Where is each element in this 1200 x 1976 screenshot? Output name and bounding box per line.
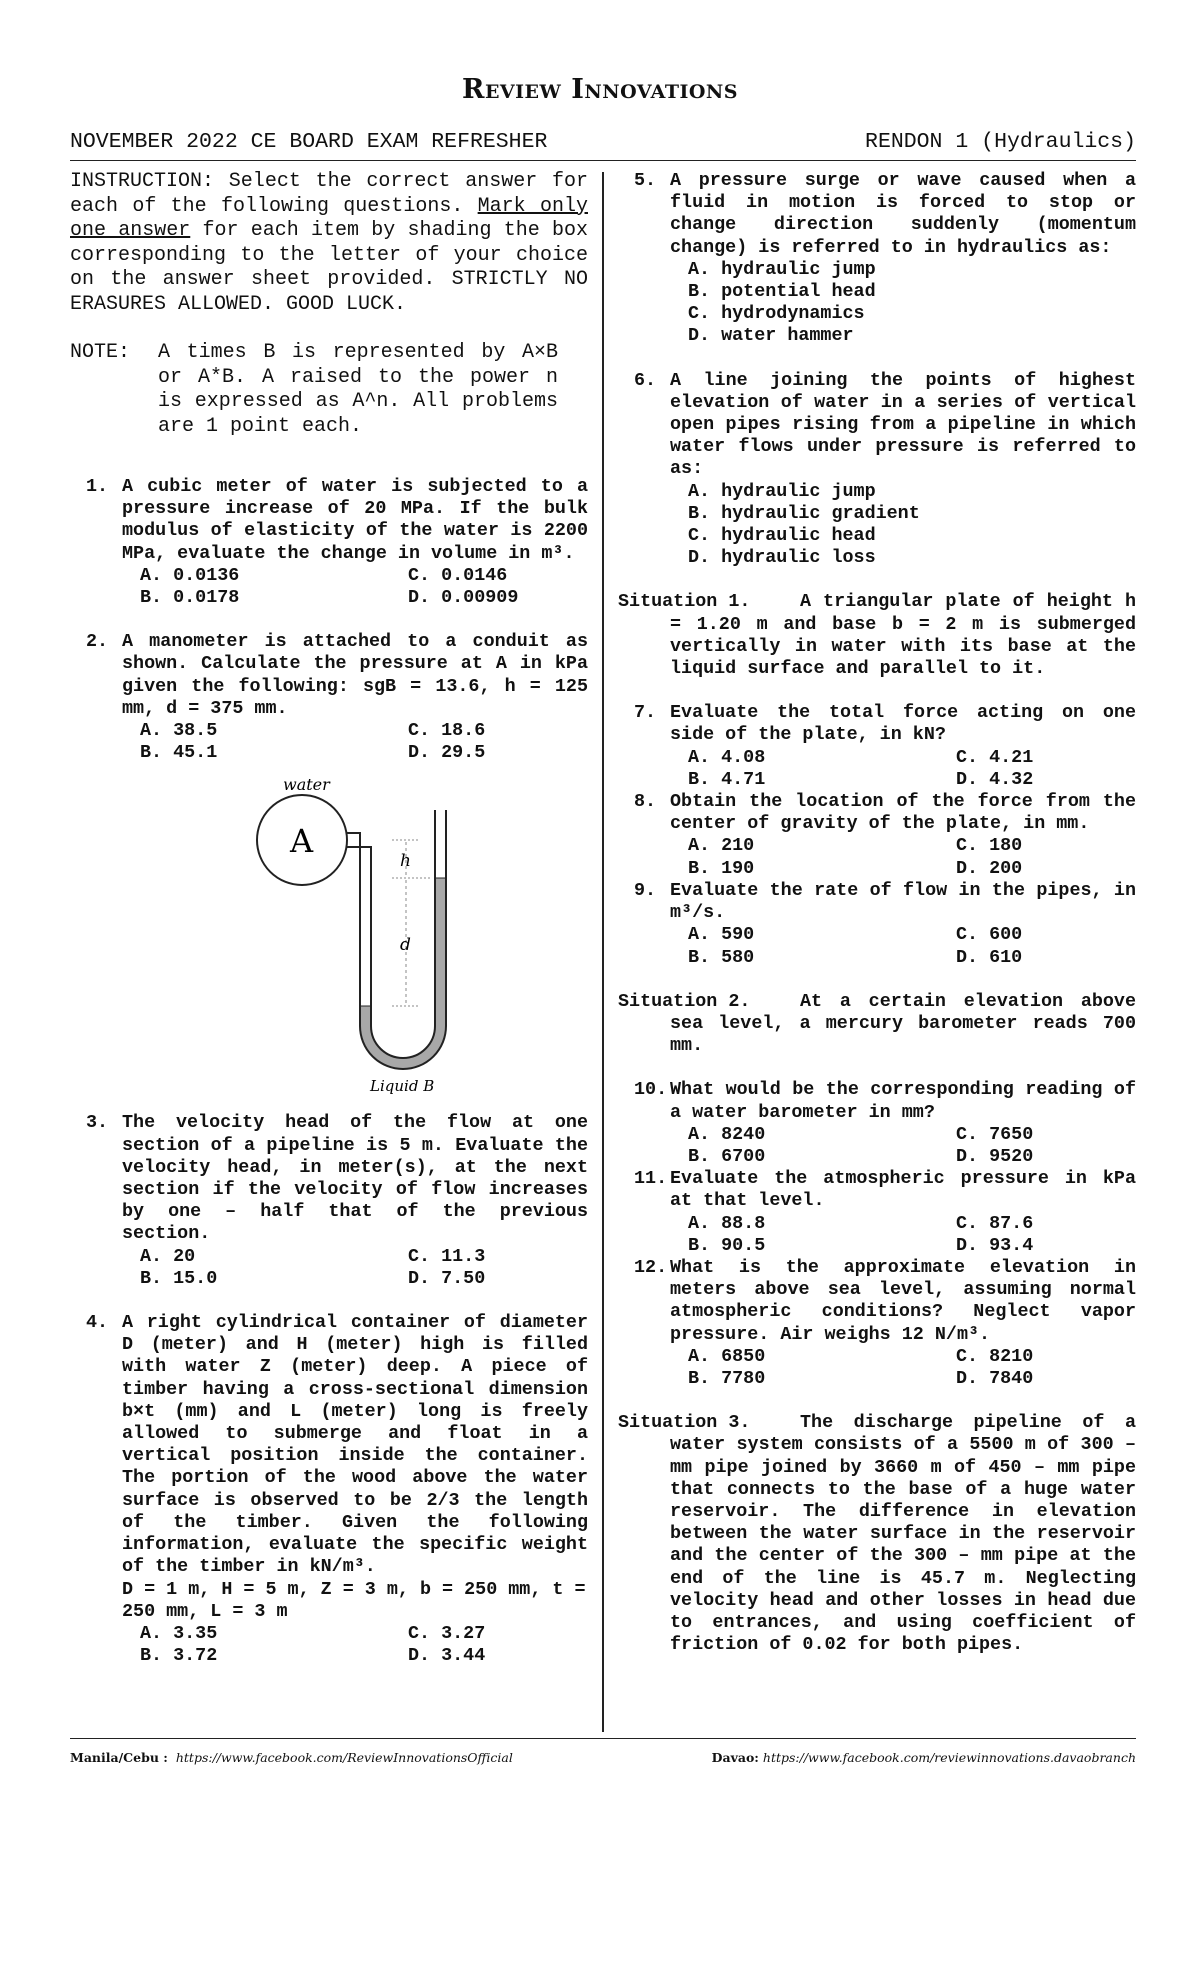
question-number: 6.: [634, 369, 657, 391]
liquid-b-fill: [360, 878, 446, 1069]
choice-a: A. 590: [688, 924, 755, 946]
choice-b: B. 7780: [688, 1367, 766, 1389]
choice-d: D. 3.44: [408, 1645, 486, 1667]
question-9: [618, 880, 1136, 969]
question-1: [70, 476, 588, 609]
question-number: 3.: [86, 1112, 109, 1134]
choices: [670, 259, 1136, 348]
choice-c: C. hydrodynamics: [688, 303, 865, 325]
question-text: The velocity head of the flow at one section of a pipeline is 5 m. Evaluate the velocity head, in meter(s), at the next section if the velocity of flow increases by one – half that of the previous section.: [122, 1112, 588, 1245]
question-11: [618, 1168, 1136, 1257]
choice-d: D. 610: [956, 946, 1023, 968]
question-8: [618, 791, 1136, 880]
choices: [122, 565, 588, 609]
footer-right-link[interactable]: https://www.facebook.com/reviewinnovations.davaobranch: [762, 1750, 1136, 1765]
situation-3: [618, 1412, 1136, 1656]
question-text: Evaluate the atmospheric pressure in kPa at that level.: [670, 1168, 1136, 1212]
subject-title: RENDON 1 (Hydraulics): [865, 130, 1136, 154]
point-a-label: A: [290, 822, 314, 861]
choice-b: B. potential head: [688, 281, 876, 303]
footer-left-label: Manila/Cebu :: [70, 1750, 168, 1765]
situation-1: [618, 591, 1136, 680]
choice-c: C. 600: [956, 924, 1023, 946]
choices: [122, 1623, 588, 1667]
choices: [670, 1124, 1136, 1168]
instruction-text-2: for each item by shading the box corresponding to the letter of your choice on the answer sheet provided. STRICTLY NO ERASURES ALLOWED. GOOD LUCK.: [70, 219, 588, 316]
choice-c: C. 0.0146: [408, 564, 508, 586]
question-number: 9.: [634, 879, 657, 901]
choice-a: A. 0.0136: [140, 564, 240, 586]
choice-d: D. 7.50: [408, 1267, 486, 1289]
question-number: 1.: [86, 476, 109, 497]
choice-c: C. hydraulic head: [688, 525, 876, 547]
footer-rule: [70, 1738, 1136, 1739]
choice-a: A. 6850: [688, 1345, 766, 1367]
footer-left-link[interactable]: https://www.facebook.com/ReviewInnovationsOfficial: [175, 1750, 513, 1765]
right-column: [618, 170, 1136, 1656]
liquid-b-label: Liquid B: [370, 1077, 435, 1096]
choice-a: A. 20: [140, 1245, 196, 1267]
question-text: Evaluate the rate of flow in the pipes, in m³/s.: [670, 879, 1136, 924]
situation-2: [618, 991, 1136, 1058]
question-text: A manometer is attached to a conduit as shown. Calculate the pressure at A in kPa given the following: sgB = 13.6, h = 125 mm, d = 375 mm.: [122, 631, 588, 719]
choice-d: D. hydraulic loss: [688, 547, 876, 569]
question-text: What would be the corresponding reading of a water barometer in mm?: [670, 1079, 1136, 1123]
situation-text: At a certain elevation above sea level, a mercury barometer reads 700 mm.: [670, 990, 1136, 1057]
choice-d: D. 29.5: [408, 742, 486, 764]
note-label: NOTE:: [70, 341, 131, 364]
choice-c: C. 18.6: [408, 720, 486, 742]
footer-left: [70, 1750, 513, 1765]
choices: [670, 924, 1136, 968]
manometer-diagram: [70, 768, 588, 1098]
d-label: d: [400, 935, 411, 956]
question-number: 2.: [86, 631, 109, 653]
instruction: [70, 170, 588, 317]
question-text: Obtain the location of the force from the center of gravity of the plate, in mm.: [670, 791, 1136, 835]
situation-label: Situation 2.: [618, 990, 751, 1012]
footer-right-label: Davao:: [711, 1750, 759, 1765]
choice-b: B. 15.0: [140, 1267, 218, 1289]
question-given: D = 1 m, H = 5 m, Z = 3 m, b = 250 mm, t = 250 mm, L = 3 m: [122, 1578, 586, 1622]
question-12: [618, 1257, 1136, 1390]
choices: [122, 1246, 588, 1290]
question-text: A cubic meter of water is subjected to a pressure increase of 20 MPa. If the bulk modulus of elasticity of the water is 2200 MPa, evaluate the change in volume in m³.: [122, 476, 588, 564]
choice-c: C. 87.6: [956, 1212, 1034, 1234]
choice-b: B. 4.71: [688, 768, 766, 790]
h-label: h: [400, 851, 411, 872]
brand-logo: Review Innovations: [462, 74, 738, 105]
choice-a: A. 210: [688, 835, 755, 857]
choice-b: B. 6700: [688, 1145, 766, 1167]
choice-a: A. 3.35: [140, 1622, 218, 1644]
choice-c: C. 3.27: [408, 1622, 486, 1644]
choices: [670, 1213, 1136, 1257]
choice-b: B. 3.72: [140, 1645, 218, 1667]
question-2: [70, 631, 588, 764]
question-4: [70, 1312, 588, 1667]
choice-a: A. 38.5: [140, 720, 218, 742]
question-number: 12.: [634, 1256, 668, 1278]
question-text: Evaluate the total force acting on one side of the plate, in kN?: [670, 702, 1136, 746]
choice-d: D. 93.4: [956, 1234, 1034, 1256]
water-label: water: [283, 775, 330, 795]
question-number: 11.: [634, 1168, 668, 1190]
situation-label: Situation 1.: [618, 591, 751, 613]
choice-c: C. 8210: [956, 1345, 1034, 1367]
question-text: A right cylindrical container of diameter D (meter) and H (meter) high is filled with water Z (meter) deep. A piece of timber having a cross-sectional dimension b×t (mm) and L (meter) long is freely allowed to submerge and float in a vertical position inside the container. The portion of the wood above the water surface is observed to be 2/3 the length of the timber. Given the following information, evaluate the specific weight of the timber in kN/m³.: [122, 1312, 588, 1578]
choice-d: D. 0.00909: [408, 587, 519, 609]
choice-b: B. 45.1: [140, 742, 218, 764]
choice-b: B. 580: [688, 946, 755, 968]
situation-text: The discharge pipeline of a water system consists of a 5500 m of 300 – mm pipe joined by 3660 m of 450 – mm pipe that connects to the base of a huge water reservoir. The difference in elevation between the water surface in the reservoir and the center of the 300 – mm pipe at the end of the line is 45.7 m. Neglecting velocity head and other losses in head due to entrances, and using coefficient of friction of 0.02 for both pipes.: [670, 1412, 1136, 1656]
note-text: A times B is represented by A×B or A*B. A raised to the power n is expressed as A^n. All problems are 1 point each.: [158, 341, 558, 438]
choice-b: B. 90.5: [688, 1234, 766, 1256]
choice-d: D. 9520: [956, 1145, 1034, 1167]
choices: [670, 747, 1136, 791]
choice-c: C. 4.21: [956, 746, 1034, 768]
choice-d: D. 4.32: [956, 768, 1034, 790]
question-number: 10.: [634, 1079, 668, 1101]
instruction-emphasis: Mark only one answer: [70, 194, 588, 242]
header-rule: [70, 160, 1136, 161]
question-number: 4.: [86, 1312, 109, 1334]
choices: [122, 720, 588, 764]
choice-a: A. 4.08: [688, 746, 766, 768]
choice-c: C. 7650: [956, 1123, 1034, 1145]
question-5: [618, 170, 1136, 348]
question-10: [618, 1079, 1136, 1168]
question-number: 8.: [634, 791, 657, 813]
note: [70, 341, 588, 439]
left-column: [70, 170, 588, 1667]
question-text: What is the approximate elevation in meters above sea level, assuming normal atmospheric conditions? Neglect vapor pressure. Air weighs 12 N/m³.: [670, 1256, 1136, 1345]
question-7: [618, 702, 1136, 791]
question-3: [70, 1112, 588, 1290]
instruction-text: INSTRUCTION: Select the correct answer for each of the following questions.: [70, 170, 588, 218]
choice-a: A. 8240: [688, 1123, 766, 1145]
situation-label: Situation 3.: [618, 1412, 751, 1434]
choice-a: A. hydraulic jump: [688, 480, 876, 502]
question-text: A pressure surge or wave caused when a fluid in motion is forced to stop or change direction suddenly (momentum change) is referred to in hydraulics as:: [670, 170, 1136, 258]
choices: [670, 481, 1136, 570]
question-number: 7.: [634, 702, 657, 724]
choice-d: D. water hammer: [688, 325, 854, 347]
choice-b: B. 190: [688, 857, 755, 879]
situation-text: A triangular plate of height h = 1.20 m and base b = 2 m is submerged vertically in water with its base at the liquid surface and parallel to it.: [670, 591, 1136, 680]
footer-right: [712, 1750, 1136, 1765]
choice-d: D. 200: [956, 857, 1023, 879]
choice-d: D. 7840: [956, 1367, 1034, 1389]
choices: [670, 1346, 1136, 1390]
question-6: [618, 370, 1136, 570]
column-divider: [602, 172, 604, 1732]
choice-a: A. 88.8: [688, 1212, 766, 1234]
choices: [670, 835, 1136, 879]
choice-b: B. hydraulic gradient: [688, 502, 920, 524]
question-number: 5.: [634, 170, 657, 191]
choice-b: B. 0.0178: [140, 587, 240, 609]
choice-c: C. 11.3: [408, 1245, 486, 1267]
exam-title: NOVEMBER 2022 CE BOARD EXAM REFRESHER: [70, 130, 548, 154]
question-text: A line joining the points of highest elevation of water in a series of vertical open pipes rising from a pipeline in which water flows under pressure is referred to as:: [670, 369, 1136, 480]
choice-c: C. 180: [956, 835, 1023, 857]
choice-a: A. hydraulic jump: [688, 258, 876, 280]
